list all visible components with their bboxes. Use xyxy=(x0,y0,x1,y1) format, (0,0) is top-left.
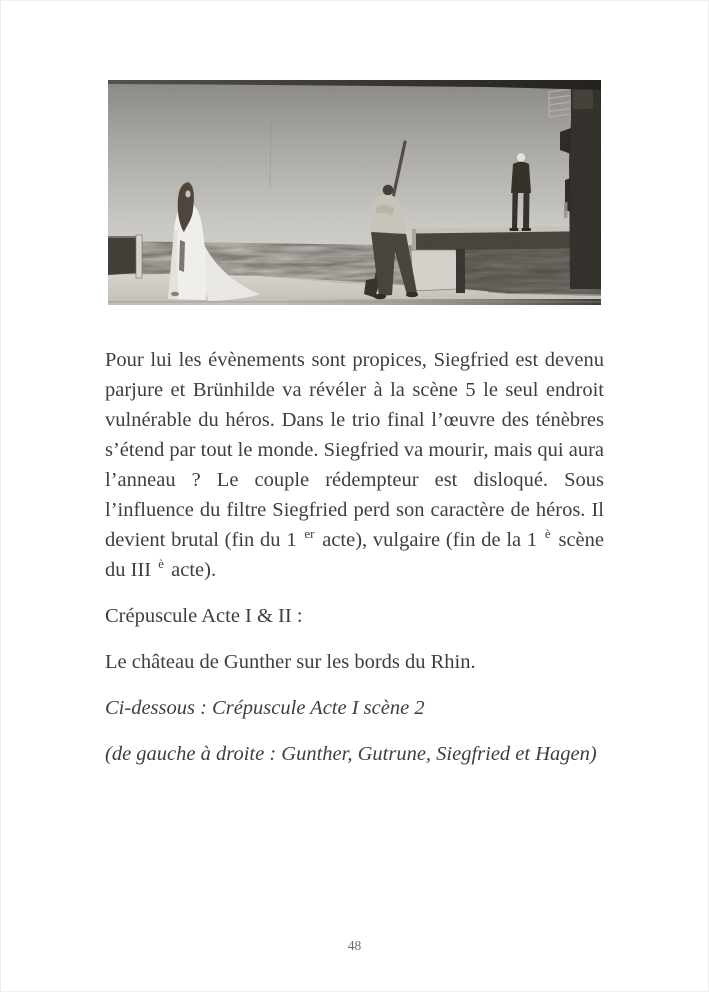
text-block xyxy=(105,345,604,785)
grain-overlay xyxy=(108,80,601,305)
superscript-e: è xyxy=(158,556,165,572)
caption-ci-dessous: Ci-dessous : Crépuscule Acte I scène 2 xyxy=(105,697,425,719)
paragraph-main xyxy=(105,345,604,585)
superscript-e: è xyxy=(544,526,551,542)
paragraph-main-text: acte). xyxy=(166,559,217,581)
location-line: Le château de Gunther sur les bords du Rhin. xyxy=(105,651,476,673)
superscript-er: er xyxy=(304,526,315,542)
paragraph-main-text: Pour lui les évènements sont propices, Siegfried est devenu parjure et Brünhilde va révéler à la scène 5 le seul endroit vulnérable du héros. Dans le trio final l’œuvre des ténèbres s’étend par tout le monde. Siegfried va mourir, mais qui aura l’anneau ? Le couple rédempteur est disloqué. Sous l’influence du filtre Siegfried perd son caractère de héros. Il devient brutal (fin du 1 xyxy=(105,349,605,551)
page-number: 48 xyxy=(347,938,362,953)
stage-photograph xyxy=(108,80,601,305)
stage-photo-svg xyxy=(108,80,601,305)
paragraph-main-text: scène du III xyxy=(105,529,604,581)
caption-characters: (de gauche à droite : Gunther, Gutrune, Siegfried et Hagen) xyxy=(105,743,597,765)
paragraph-main-text: acte), vulgaire (fin de la 1 xyxy=(316,529,543,551)
heading-crepuscule-acts: Crépuscule Acte I & II : xyxy=(105,605,303,627)
